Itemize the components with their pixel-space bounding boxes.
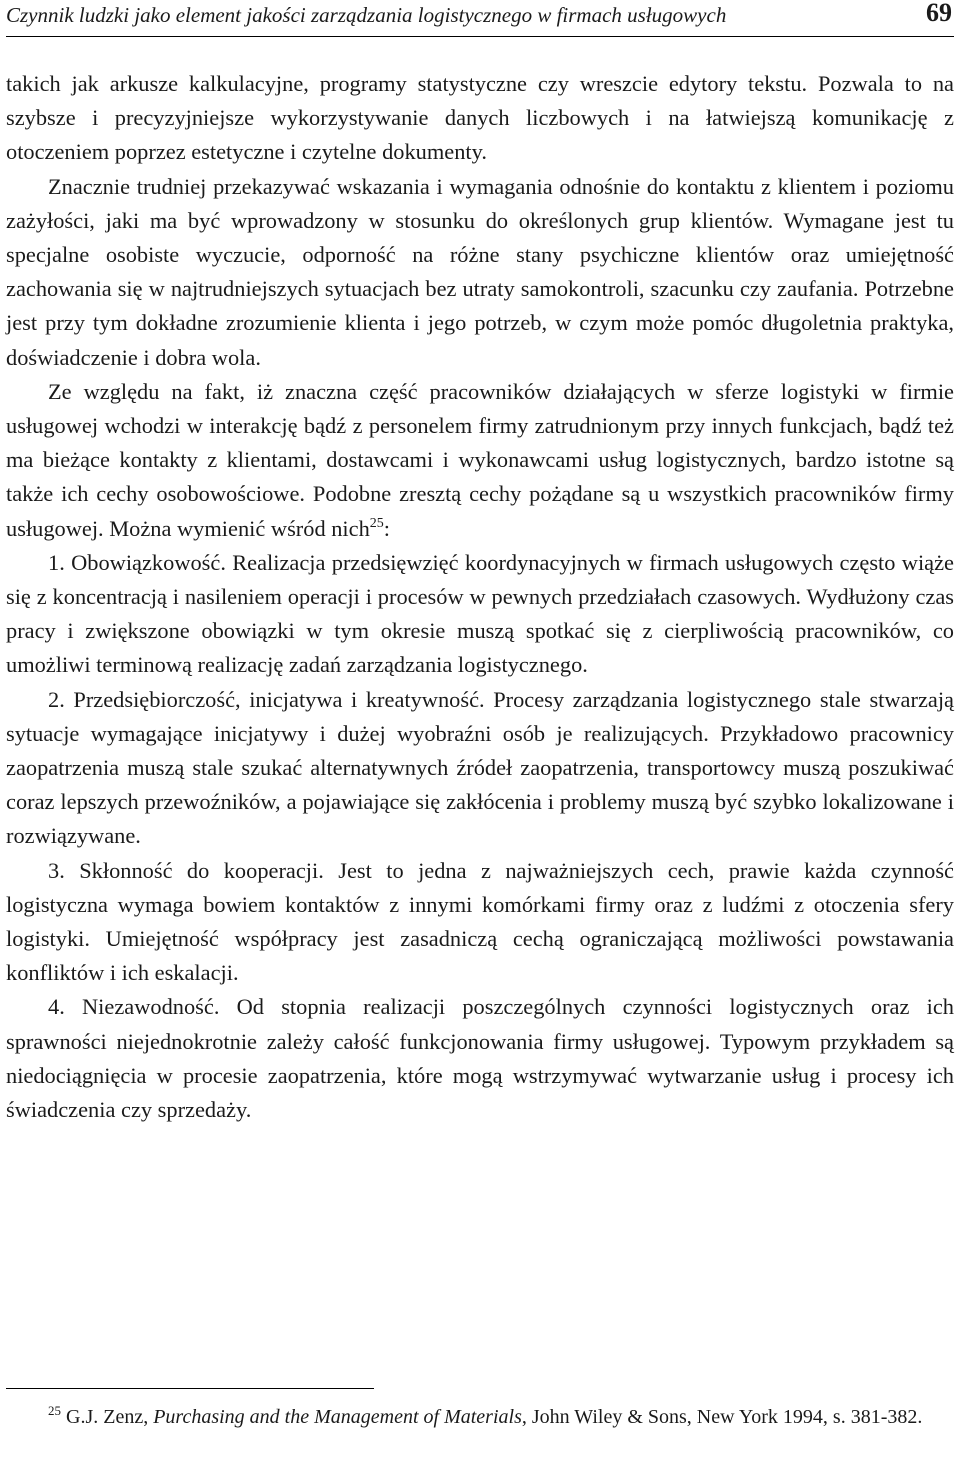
list-item: 3. Skłonność do kooperacji. Jest to jedna z najważniejszych cech, prawie każda czynność logistyczna wymaga bowiem kontaktów z innymi komórkami firmy oraz z ludźmi z otoczenia sfery logistyki. Umiejętność współpracy jest zasadniczą cechą ograniczającą możliwości powstawania konfliktów i ich eskalacji. (6, 857, 954, 986)
footnote-publisher: , John Wiley & Sons, New York 1994, s. 381-382. (521, 1406, 923, 1428)
paragraph-end: : (383, 515, 391, 541)
page (6, 0, 954, 1127)
footnote-number: 25 (48, 1403, 61, 1418)
body-text (6, 67, 954, 1127)
footnote-separator (6, 1388, 374, 1389)
footnote-authors: G.J. Zenz, (66, 1406, 154, 1428)
paragraph: Znacznie trudniej przekazywać wskazania i wymagania odnośnie do kontaktu z klientem i poziomu zażyłości, jaki ma być wprowadzony w stosunku do określonych grup klientów. Wymagane jest tu specjalne osobiste wyczucie, odporność na różne stany psychiczne klientów oraz umiejętność zachowania się w najtrudniejszych sytuacjach bez utraty samokontroli, szacunku czy zaufania. Potrzebne jest przy tym dokładne zrozumienie klienta i jego potrzeb, w czym może pomóc długoletnia praktyka, doświadczenie i dobra wola. (6, 173, 954, 370)
list-item: 2. Przedsiębiorczość, inicjatywa i kreatywność. Procesy zarządzania logistycznego stale stwarzają sytuacje wymagające inicjatywy i dużej wyobraźni osób je realizujących. Przykładowo pracownicy zaopatrzenia muszą stale szukać alternatywnych źródeł zaopatrzenia, transportowcy muszą poszukiwać coraz lepszych przewoźników, a pojawiające się zakłócenia i problemy muszą być szybko lokalizowane i rozwiązywane. (6, 686, 954, 849)
footnote-reference[interactable]: 25 (369, 515, 384, 531)
paragraph-text: Ze względu na fakt, iż znaczna część pracowników działających w sferze logistyki w firmie usługowej wchodzi w interakcję bądź z personelem firmy zatrudnionym przy innych funkcjach, bądź też ma bieżące kontakty z klientami, dostawcami i wykonawcami usług logistycznych, bardzo istotne są także ich cechy osobowościowe. Podobne zresztą cechy pożądane są u wszystkich pracowników firmy usługowej. Można wymienić wśród nich (6, 378, 954, 541)
list-item: 4. Niezawodność. Od stopnia realizacji poszczególnych czynności logistycznych oraz ich sprawności niejednokrotnie zależy całość funkcjonowania firmy usługowej. Typowym przykładem są niedociągnięcia w procesie zaopatrzenia, które mogą wstrzymywać wytwarzanie usług i procesy ich świadczenia czy sprzedaży. (6, 994, 954, 1123)
running-title: Czynnik ludzki jako element jakości zarządzania logistycznego w firmach usługowych (6, 3, 727, 27)
footnote (6, 1404, 954, 1431)
list-item: 1. Obowiązkowość. Realizacja przedsięwzięć koordynacyjnych w firmach usługowych często wiąże się z koncentracją i nasileniem operacji i procesów w pewnych przedziałach czasowych. Wydłużony czas pracy i zwiększone obowiązki w tym okresie muszą spotkać się z cierpliwością pracowników, co umożliwi terminową realizację zadań zarządzania logistycznego. (6, 549, 954, 678)
paragraph (6, 375, 954, 546)
page-number: 69 (926, 0, 952, 27)
paragraph: takich jak arkusze kalkulacyjne, programy statystyczne czy wreszcie edytory tekstu. Pozwala to na szybsze i precyzyjniejsze wykorzystywanie danych liczbowych i na łatwiejszą komunikację z otoczeniem poprzez estetyczne i czytelne dokumenty. (6, 71, 954, 165)
running-header (6, 0, 954, 37)
footnote-book-title: Purchasing and the Management of Materials (153, 1406, 522, 1428)
